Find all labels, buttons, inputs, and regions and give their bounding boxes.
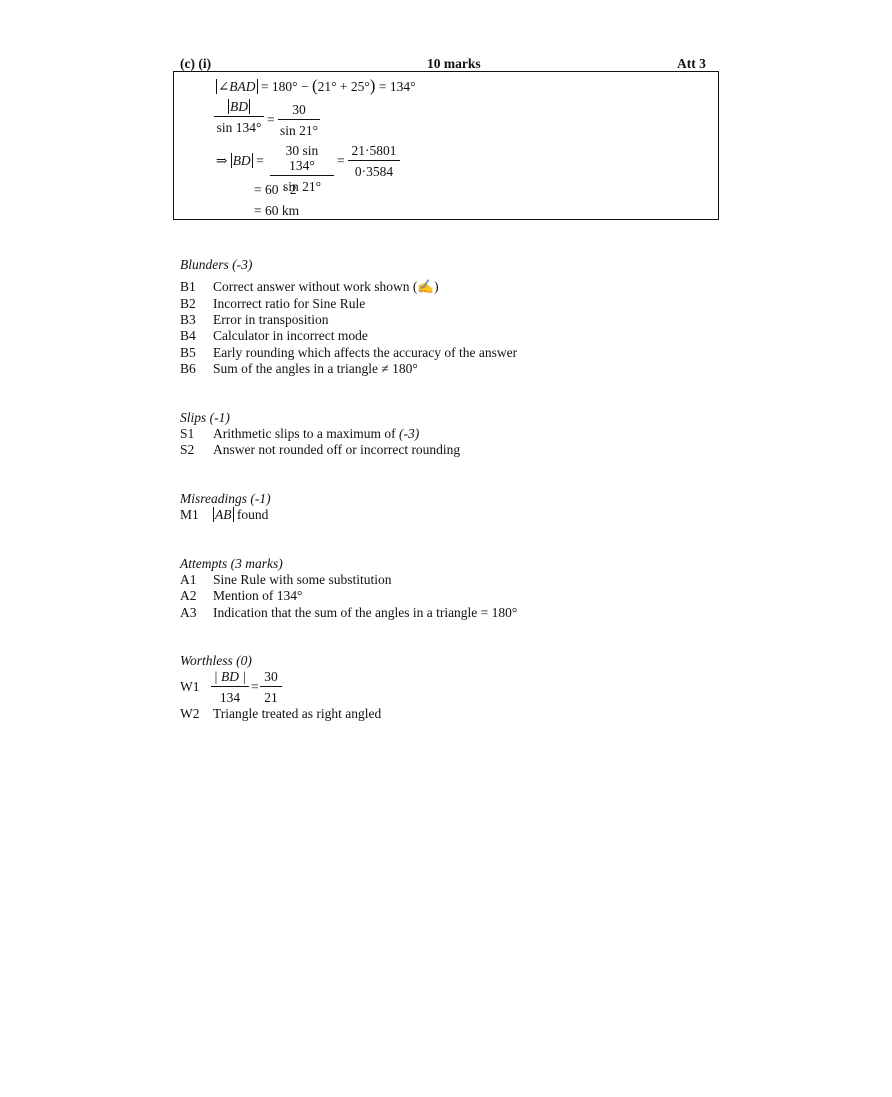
worthless-title: Worthless (0): [180, 653, 252, 668]
solution-box: [173, 71, 719, 220]
sine-rule-frac-right: [278, 102, 320, 138]
list-item: S2 Answer not rounded off or incorrect rounding: [180, 442, 461, 457]
sin134-denominator: sin 134°: [216, 120, 262, 135]
implies-arrow: ⇒: [216, 153, 228, 168]
list-item: M1 AB found: [180, 507, 269, 522]
slips-title: Slips (-1): [180, 410, 230, 425]
worthless-w1: [180, 669, 480, 709]
thirty-numerator: 30: [278, 102, 320, 120]
list-item: A3 Indication that the sum of the angles in a triangle = 180°: [180, 605, 518, 620]
result-line-2: = 60 km: [254, 203, 300, 218]
list-item: B3 Error in transposition: [180, 312, 329, 327]
result-line-1: = 60 · 2: [254, 182, 297, 197]
blunders-title: Blunders (-3): [180, 257, 253, 272]
attempts-title: Attempts (3 marks): [180, 556, 283, 571]
thirty-sin134: 30 sin 134°: [270, 143, 334, 176]
sine-rule-frac-left: [214, 99, 264, 135]
w1-frac-right: $\frac{30}{21}$: [260, 669, 282, 705]
misreadings-title: Misreadings (-1): [180, 491, 271, 506]
bd-equals: =: [256, 153, 264, 168]
sin21-den2: sin 21°: [282, 179, 322, 194]
value-numerator: 21·5801: [348, 143, 400, 161]
bd-lhs: [216, 153, 264, 169]
bd-numerator: BD: [230, 99, 248, 114]
part-label: (c) (i): [180, 56, 212, 71]
list-item: B1 Correct answer without work shown (✍): [180, 279, 439, 294]
angle-bad: ∠BAD: [218, 79, 256, 94]
right-paren: ): [369, 76, 376, 95]
list-item: A1 Sine Rule with some substitution: [180, 572, 392, 587]
list-item: B6 Sum of the angles in a triangle ≠ 180°: [180, 361, 418, 376]
bd-frac-2: [348, 143, 400, 179]
bd-equals-2: =: [337, 153, 345, 168]
value-denominator: 0·3584: [354, 164, 394, 179]
list-item: S1 Arithmetic slips to a maximum of (-3): [180, 426, 420, 441]
left-paren: (: [311, 76, 318, 95]
list-item: B2 Incorrect ratio for Sine Rule: [180, 296, 366, 311]
list-item: W2 Triangle treated as right angled: [180, 706, 382, 721]
angle-eq: = 180° −: [260, 79, 309, 94]
list-item: B4 Calculator in incorrect mode: [180, 328, 368, 343]
list-item: B5 Early rounding which affects the accuracy of the answer: [180, 345, 518, 360]
bd-var: BD: [232, 153, 251, 168]
sin21-denominator: sin 21°: [279, 123, 319, 138]
w1-frac-left: $\frac{| BD |}{134}$: [211, 669, 249, 705]
angle-result: = 134°: [378, 79, 416, 94]
w1-equals: =: [251, 679, 259, 694]
sine-rule-equals: =: [267, 112, 275, 127]
attempt-label: Att 3: [677, 56, 706, 71]
angle-line: [216, 76, 415, 96]
marks-label: 10 marks: [427, 56, 481, 71]
angle-inner: 21° + 25°: [317, 79, 370, 94]
list-item: A2 Mention of 134°: [180, 588, 303, 603]
w1-code: W1: [180, 679, 200, 694]
